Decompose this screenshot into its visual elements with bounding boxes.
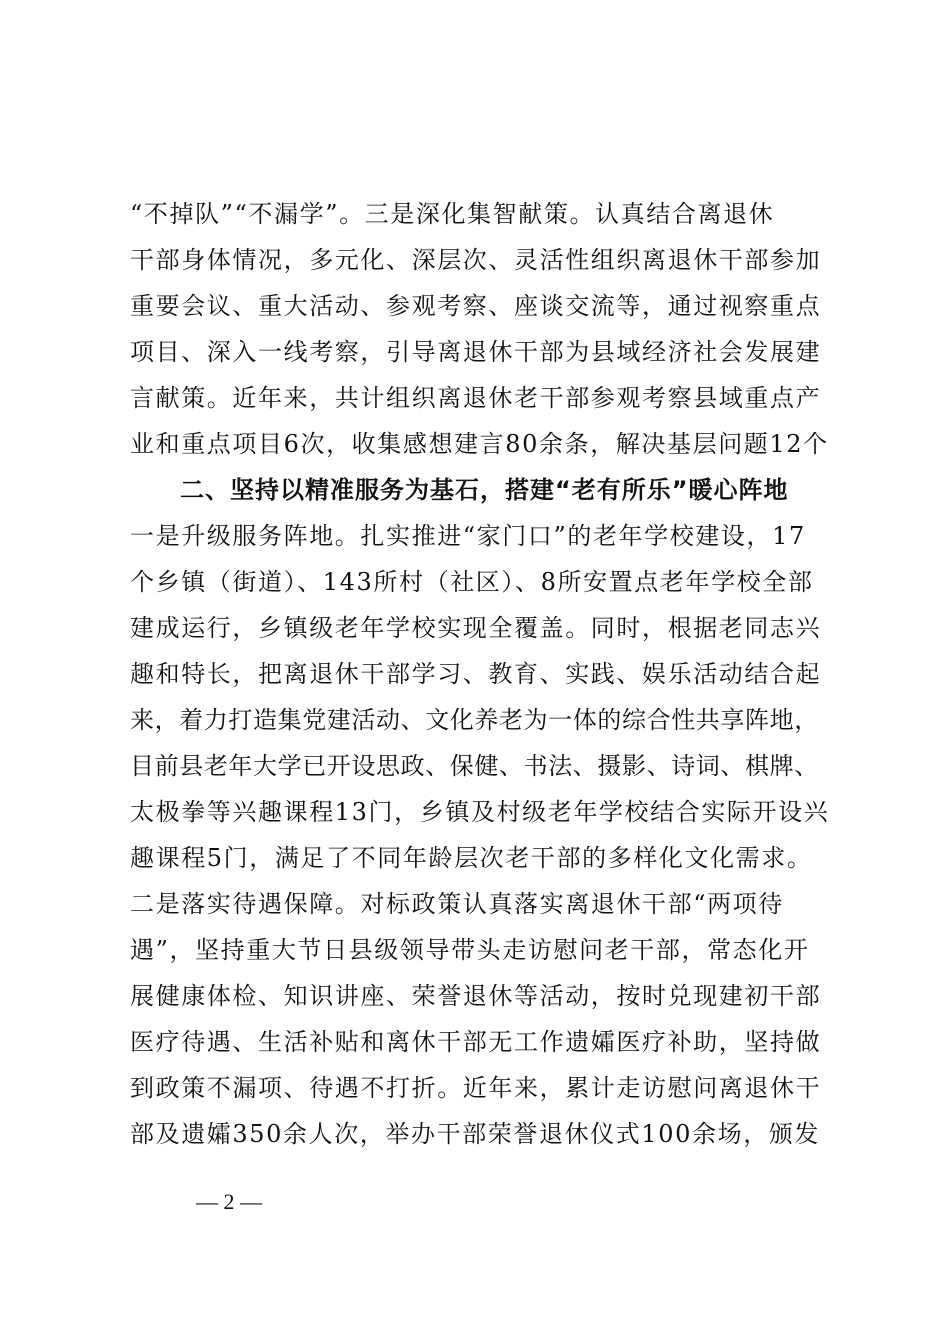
- body-line-17: 遇”，坚持重大节日县级领导带头走访慰问老干部，常态化开: [130, 936, 810, 964]
- body-line-18: 展健康体检、知识讲座、荣誉退休等活动，按时兑现建初干部: [130, 982, 822, 1010]
- body-line-15: 趣课程5门，满足了不同年龄层次老干部的多样化文化需求。: [130, 844, 813, 872]
- body-line-19: 医疗待遇、生活补贴和离休干部无工作遗孀医疗补助，坚持做: [130, 1028, 822, 1056]
- body-line-14: 太极拳等兴趣课程13门，乡镇及村级老年学校结合实际开设兴: [130, 798, 830, 826]
- body-line-1: “不掉队”“不漏学”。三是深化集智献策。认真结合离退休: [130, 200, 775, 228]
- body-line-21: 部及遗孀350余人次，举办干部荣誉退休仪式100余场，颁发: [130, 1120, 821, 1148]
- body-line-20: 到政策不漏项、待遇不打折。近年来，累计走访慰问离退休干: [130, 1074, 822, 1102]
- body-line-13: 目前县老年大学已开设思政、保健、书法、摄影、诗词、棋牌、: [130, 752, 819, 780]
- body-line-4: 项目、深入一线考察，引导离退休干部为县域经济社会发展建: [130, 338, 822, 366]
- body-line-10: 建成运行，乡镇级老年学校实现全覆盖。同时，根据老同志兴: [130, 614, 822, 642]
- page-number: — 2 —: [196, 1189, 262, 1214]
- body-line-12: 来，着力打造集党建活动、文化养老为一体的综合性共享阵地，: [130, 706, 819, 734]
- body-line-5: 言献策。近年来，共计组织离退休老干部参观考察县域重点产: [130, 384, 822, 412]
- body-line-9: 个乡镇（街道）、143所村（社区）、8所安置点老年学校全部: [130, 568, 814, 596]
- body-line-11: 趣和特长，把离退休干部学习、教育、实践、娱乐活动结合起: [130, 660, 822, 688]
- section-heading: 二、坚持以精准服务为基石，搭建“老有所乐”暖心阵地: [180, 476, 789, 504]
- body-line-6: 业和重点项目6次，收集感想建言80余条，解决基层问题12个: [130, 430, 829, 458]
- body-line-3: 重要会议、重大活动、参观考察、座谈交流等，通过视察重点: [130, 292, 822, 320]
- body-line-8: 一是升级服务阵地。扎实推进“家门口”的老年学校建设，17: [130, 522, 806, 550]
- body-line-2: 干部身体情况，多元化、深层次、灵活性组织离退休干部参加: [130, 246, 822, 274]
- body-line-16: 二是落实待遇保障。对标政策认真落实离退休干部“两项待: [130, 890, 784, 918]
